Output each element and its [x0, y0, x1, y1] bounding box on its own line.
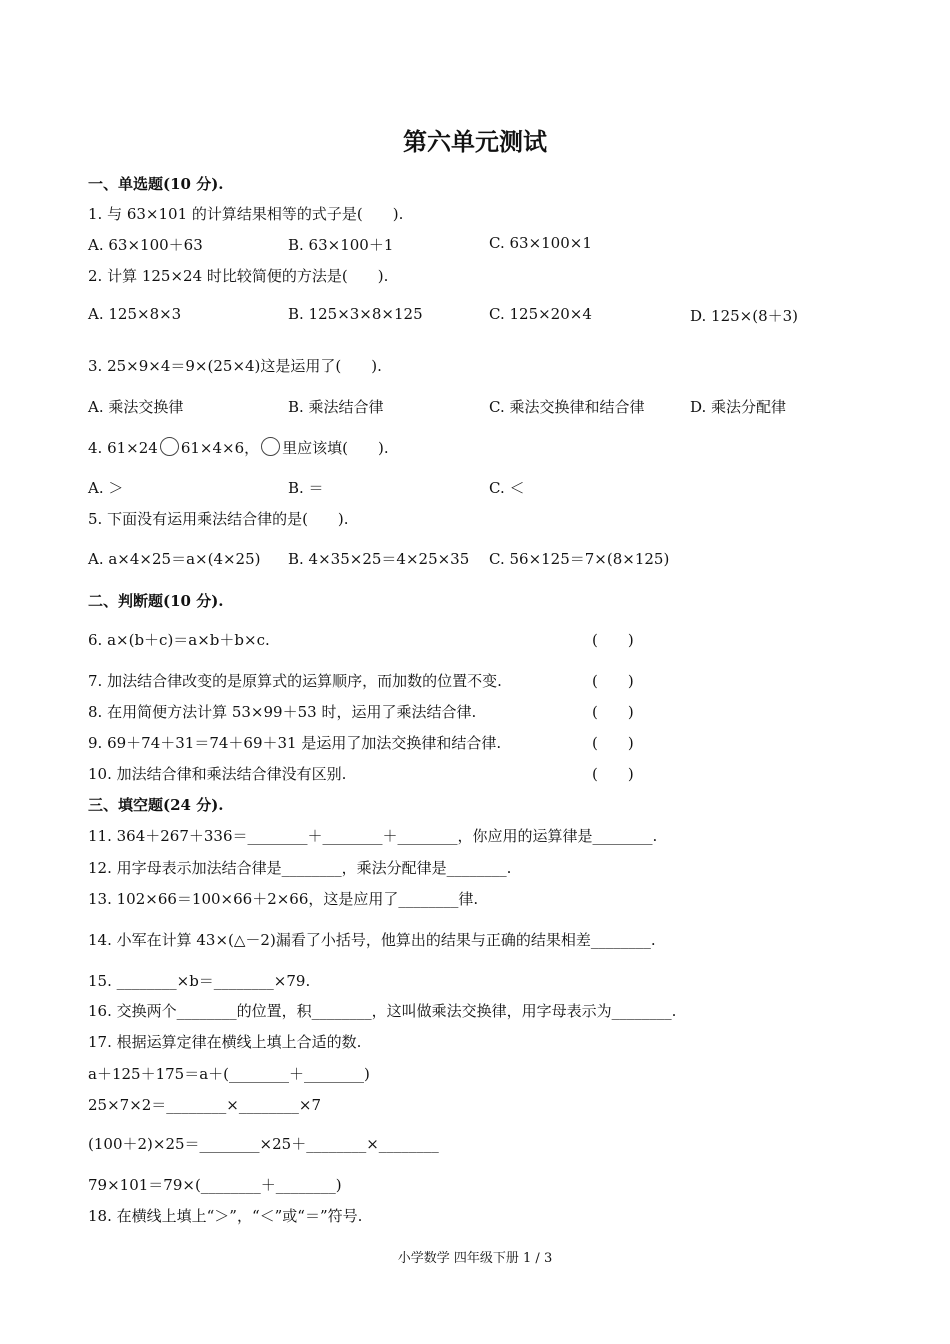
question-3-option-b: B. 乘法结合律 — [288, 398, 384, 416]
judge-answer-paren-6: ( ) — [592, 631, 634, 649]
judge-answer-paren-10: ( ) — [592, 765, 634, 783]
fill-question-17-line-a: a＋125＋175＝a＋(________＋________) — [88, 1065, 370, 1083]
judge-question-7: 7. 加法结合律改变的是原算式的运算顺序，而加数的位置不变. — [88, 672, 502, 690]
question-4-stem — [88, 437, 389, 458]
comparison-circle-icon — [160, 437, 179, 456]
judge-answer-paren-8: ( ) — [592, 703, 634, 721]
question-4-option-c: C. ＜ — [489, 479, 525, 497]
judge-answer-paren-9: ( ) — [592, 734, 634, 752]
judge-question-10: 10. 加法结合律和乘法结合律没有区别. — [88, 765, 347, 783]
question-5-option-b: B. 4×35×25＝4×25×35 — [288, 550, 470, 568]
question-2-option-a: A. 125×8×3 — [88, 305, 182, 323]
judge-question-9: 9. 69＋74＋31＝74＋69＋31 是运用了加法交换律和结合律. — [88, 734, 502, 752]
section-heading-single-choice: 一、单选题(10 分). — [88, 175, 224, 193]
fill-question-14: 14. 小军在计算 43×(△－2)漏看了小括号，他算出的结果与正确的结果相差________. — [88, 931, 656, 949]
question-3-stem: 3. 25×9×4＝9×(25×4)这是运用了( ). — [88, 357, 382, 375]
question-4-part1: 4. 61×24 — [88, 439, 158, 457]
question-4-option-b: B. ＝ — [288, 479, 324, 497]
question-1-stem: 1. 与 63×101 的计算结果相等的式子是( ). — [88, 205, 404, 223]
question-3-option-a: A. 乘法交换律 — [88, 398, 184, 416]
question-4-option-a: A. ＞ — [88, 479, 124, 497]
question-2-option-b: B. 125×3×8×125 — [288, 305, 423, 323]
section-heading-true-false: 二、判断题(10 分). — [88, 592, 224, 610]
question-3-option-c: C. 乘法交换律和结合律 — [489, 398, 645, 416]
fill-question-15: 15. ________×b＝________×79. — [88, 972, 311, 990]
fill-question-17-line-d: 79×101＝79×(________＋________) — [88, 1176, 342, 1194]
page-footer: 小学数学 四年级下册 1 / 3 — [397, 1251, 553, 1266]
question-1-option-c: C. 63×100×1 — [489, 234, 592, 252]
page-title: 第六单元测试 — [403, 127, 547, 156]
fill-question-18: 18. 在横线上填上“＞”，“＜”或“＝”符号. — [88, 1207, 363, 1225]
section-heading-fill-blank: 三、填空题(24 分). — [88, 796, 224, 814]
judge-question-8: 8. 在用简便方法计算 53×99＋53 时，运用了乘法结合律. — [88, 703, 477, 721]
question-1-option-a: A. 63×100＋63 — [88, 236, 203, 254]
question-1-option-b: B. 63×100＋1 — [288, 236, 394, 254]
comparison-circle-icon — [261, 437, 280, 456]
question-4-part3: 里应该填( ). — [282, 439, 389, 457]
question-2-option-c: C. 125×20×4 — [489, 305, 592, 323]
question-5-option-c: C. 56×125＝7×(8×125) — [489, 550, 670, 568]
judge-question-6: 6. a×(b＋c)＝a×b＋b×c. — [88, 631, 270, 649]
fill-question-11: 11. 364＋267＋336＝________＋________＋________，你应用的运算律是________. — [88, 827, 658, 845]
question-5-stem: 5. 下面没有运用乘法结合律的是( ). — [88, 510, 349, 528]
question-4-part2: 61×4×6， — [180, 439, 260, 457]
question-3-option-d: D. 乘法分配律 — [690, 398, 787, 416]
question-2-option-d: D. 125×(8＋3) — [690, 307, 799, 325]
fill-question-16: 16. 交换两个________的位置，积________，这叫做乘法交换律，用字母表示为________. — [88, 1002, 677, 1020]
fill-question-17-line-c: (100＋2)×25＝________×25＋________×________ — [88, 1135, 439, 1153]
fill-question-17-line-b: 25×7×2＝________×________×7 — [88, 1096, 321, 1114]
judge-answer-paren-7: ( ) — [592, 672, 634, 690]
question-2-stem: 2. 计算 125×24 时比较简便的方法是( ). — [88, 267, 389, 285]
fill-question-17: 17. 根据运算定律在横线上填上合适的数. — [88, 1033, 362, 1051]
fill-question-13: 13. 102×66＝100×66＋2×66，这是应用了________律. — [88, 890, 479, 908]
question-5-option-a: A. a×4×25＝a×(4×25) — [88, 550, 261, 568]
fill-question-12: 12. 用字母表示加法结合律是________，乘法分配律是________. — [88, 859, 512, 877]
